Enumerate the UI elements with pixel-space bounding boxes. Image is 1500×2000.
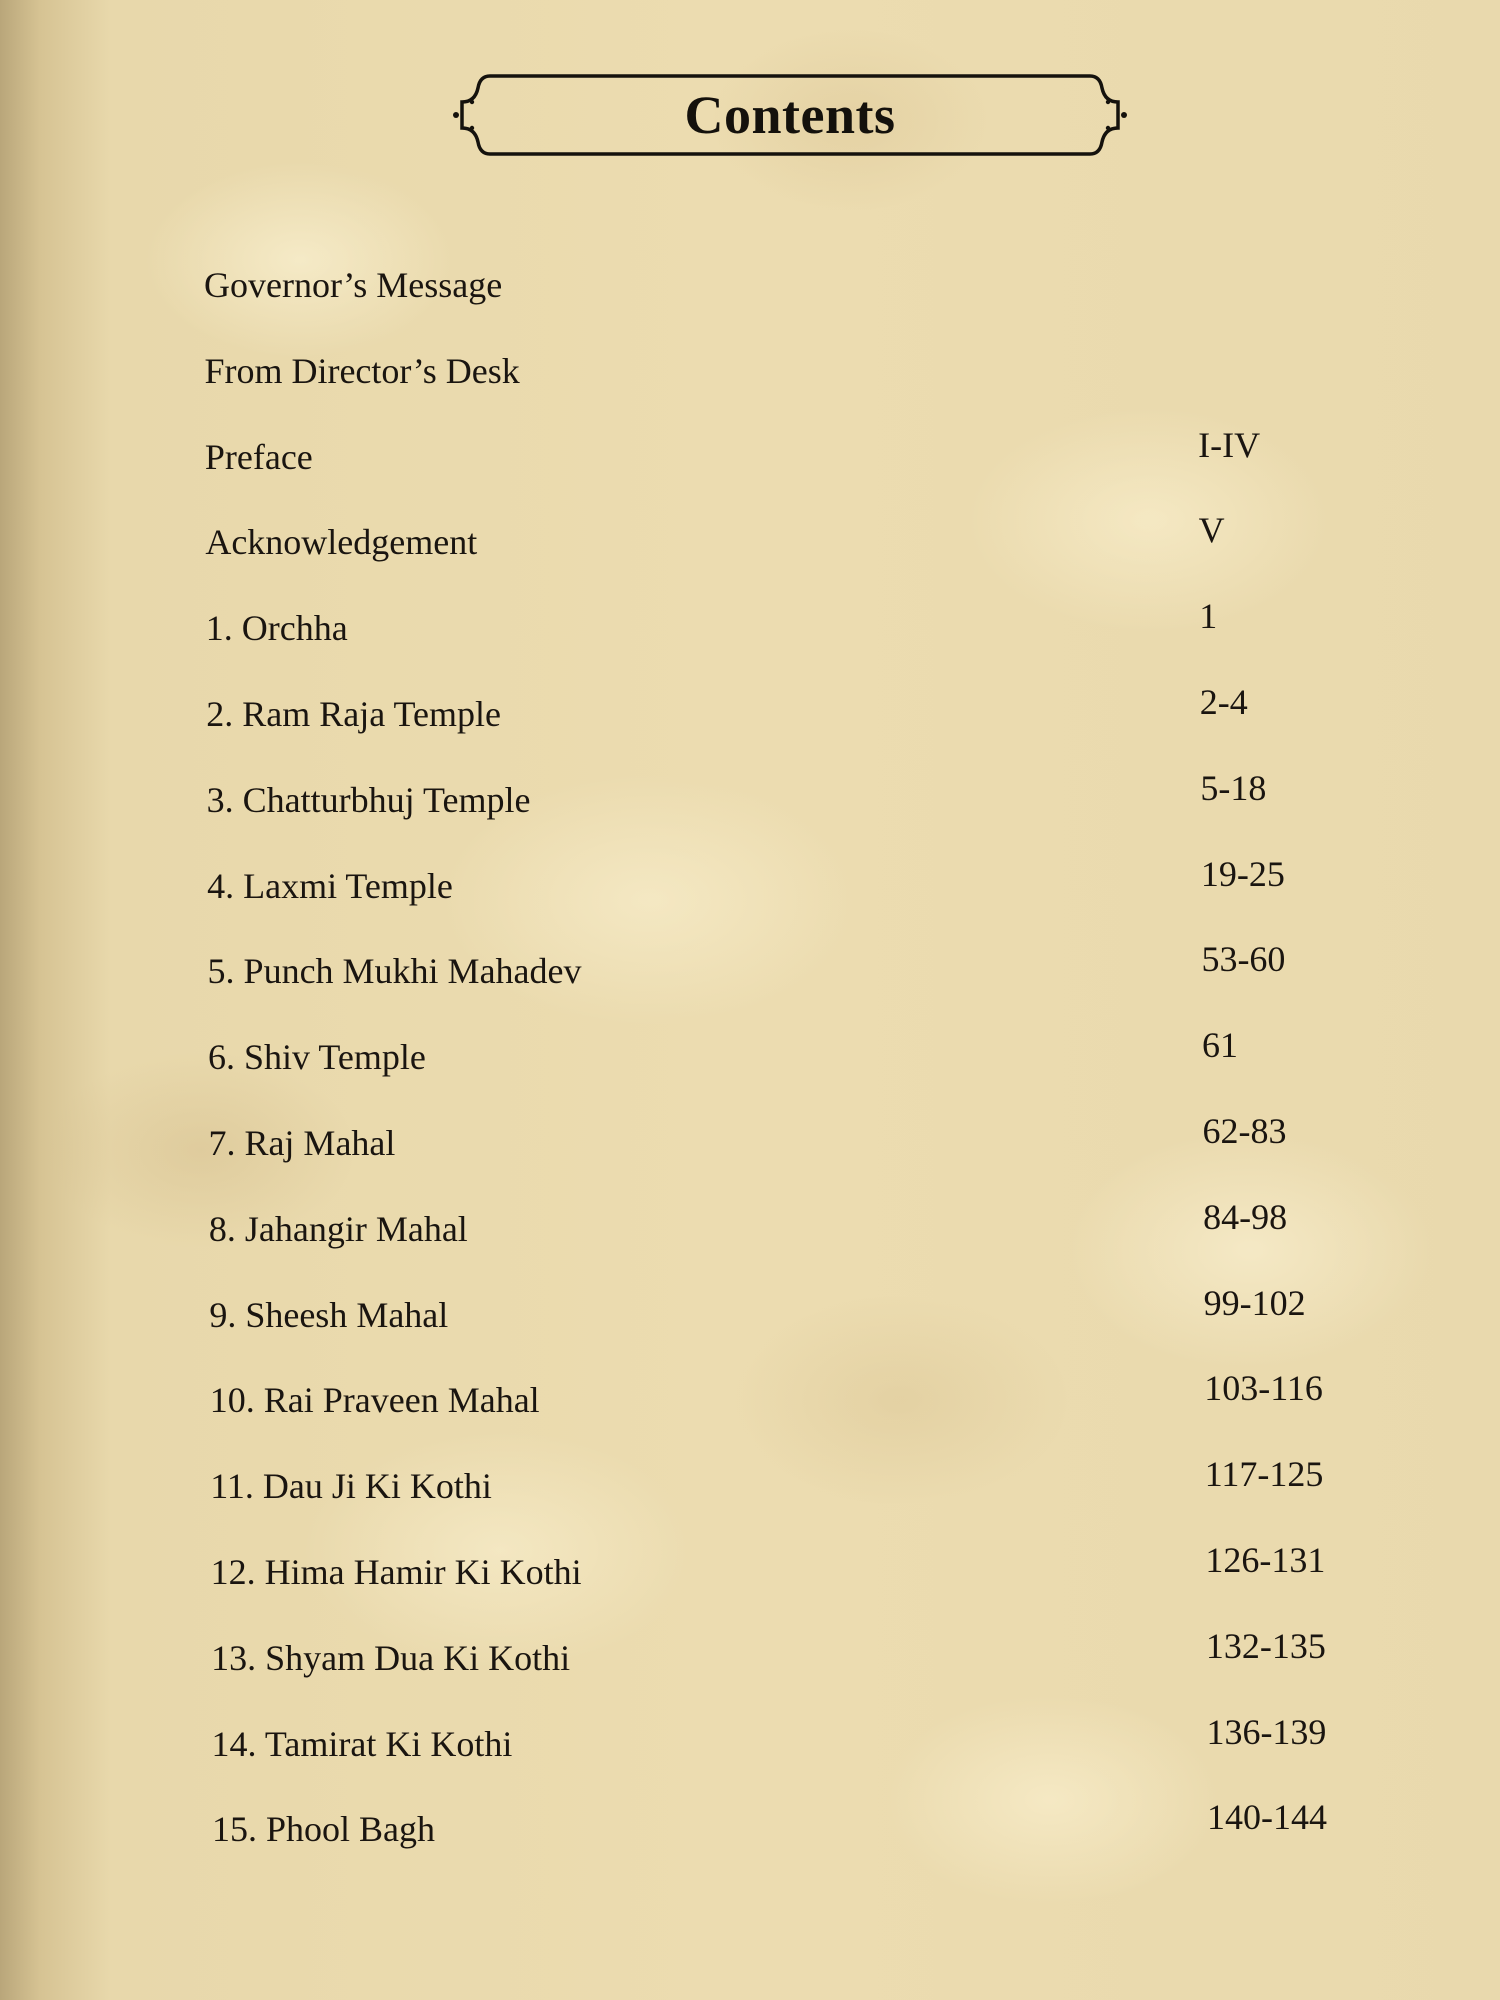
toc-entry-title: From Director’s Desk (204, 350, 520, 391)
toc-entry (0, 941, 1500, 1001)
toc-entry-pages: 117-125 (1204, 1454, 1324, 1495)
toc-entry-title: 10. Rai Praveen Mahal (209, 1380, 540, 1421)
toc-entry-pages: 53-60 (1201, 939, 1286, 980)
toc-entry (0, 1711, 1500, 1774)
toc-entry-title: 8. Jahangir Mahal (208, 1208, 468, 1249)
toc-entry-pages: 103-116 (1204, 1368, 1323, 1409)
toc-entry-title: 12. Hima Hamir Ki Kothi (210, 1552, 582, 1592)
toc-entry-title: 11. Dau Ji Ki Kothi (210, 1466, 492, 1507)
toc-entry-title: 3. Chatturbhuj Temple (206, 779, 531, 820)
toc-entry (0, 1113, 1500, 1173)
toc-entry-title: 9. Sheesh Mahal (209, 1294, 449, 1335)
toc-entry-pages: 61 (1202, 1025, 1238, 1066)
toc-entry-title: 7. Raj Mahal (208, 1123, 396, 1163)
toc-entry-title: 5. Punch Mukhi Mahadev (207, 951, 582, 992)
toc-entry (0, 424, 1500, 487)
toc-entry (0, 341, 1500, 401)
toc-entry-pages: V (1198, 510, 1225, 551)
toc-entry (0, 598, 1500, 658)
toc-entry (0, 853, 1500, 916)
toc-entry-pages: 2-4 (1199, 682, 1248, 722)
toc-entry (0, 1370, 1500, 1430)
toc-entry (0, 1456, 1500, 1516)
toc-entry-title: 15. Phool Bagh (212, 1809, 436, 1850)
toc-entry-title: 13. Shyam Dua Ki Kothi (211, 1637, 571, 1678)
toc-entry (0, 1542, 1500, 1602)
toc-entry-title: 2. Ram Raja Temple (206, 694, 501, 734)
toc-entry (0, 1625, 1500, 1688)
toc-entry-pages: 136-139 (1206, 1711, 1327, 1752)
toc-entry (0, 684, 1500, 744)
toc-entry-pages: 19-25 (1200, 853, 1285, 894)
toc-entry (0, 1027, 1500, 1087)
toc-entry-pages: I-IV (1198, 424, 1261, 465)
toc-entry (0, 512, 1500, 572)
toc-entry-title: Preface (204, 436, 313, 477)
toc-entry-pages: 5-18 (1200, 767, 1267, 808)
toc-entry-title: 4. Laxmi Temple (207, 865, 453, 906)
toc-entry-pages: 99-102 (1203, 1282, 1306, 1323)
toc-entry (0, 1282, 1500, 1345)
toc-entry-title: 1. Orchha (205, 608, 348, 649)
toc-entry (0, 255, 1500, 315)
toc-entry (0, 767, 1500, 830)
toc-entry-pages: 132-135 (1205, 1625, 1326, 1666)
toc-entry-title: Governor’s Message (204, 265, 503, 305)
toc-entry-title: 14. Tamirat Ki Kothi (211, 1723, 513, 1764)
toc-entry-pages: 1 (1199, 596, 1218, 637)
toc-entry-pages: 84-98 (1203, 1196, 1288, 1237)
toc-entry-pages: 62-83 (1202, 1111, 1287, 1151)
toc-entry (0, 1196, 1500, 1259)
contents-heading: Contents (684, 85, 896, 145)
toc-entry-pages: 126-131 (1205, 1540, 1326, 1580)
toc-entry-title: 6. Shiv Temple (208, 1037, 426, 1078)
toc-entry-pages: 140-144 (1207, 1797, 1327, 1838)
toc-entry (0, 1799, 1500, 1859)
toc-entry-title: Acknowledgement (205, 522, 478, 563)
